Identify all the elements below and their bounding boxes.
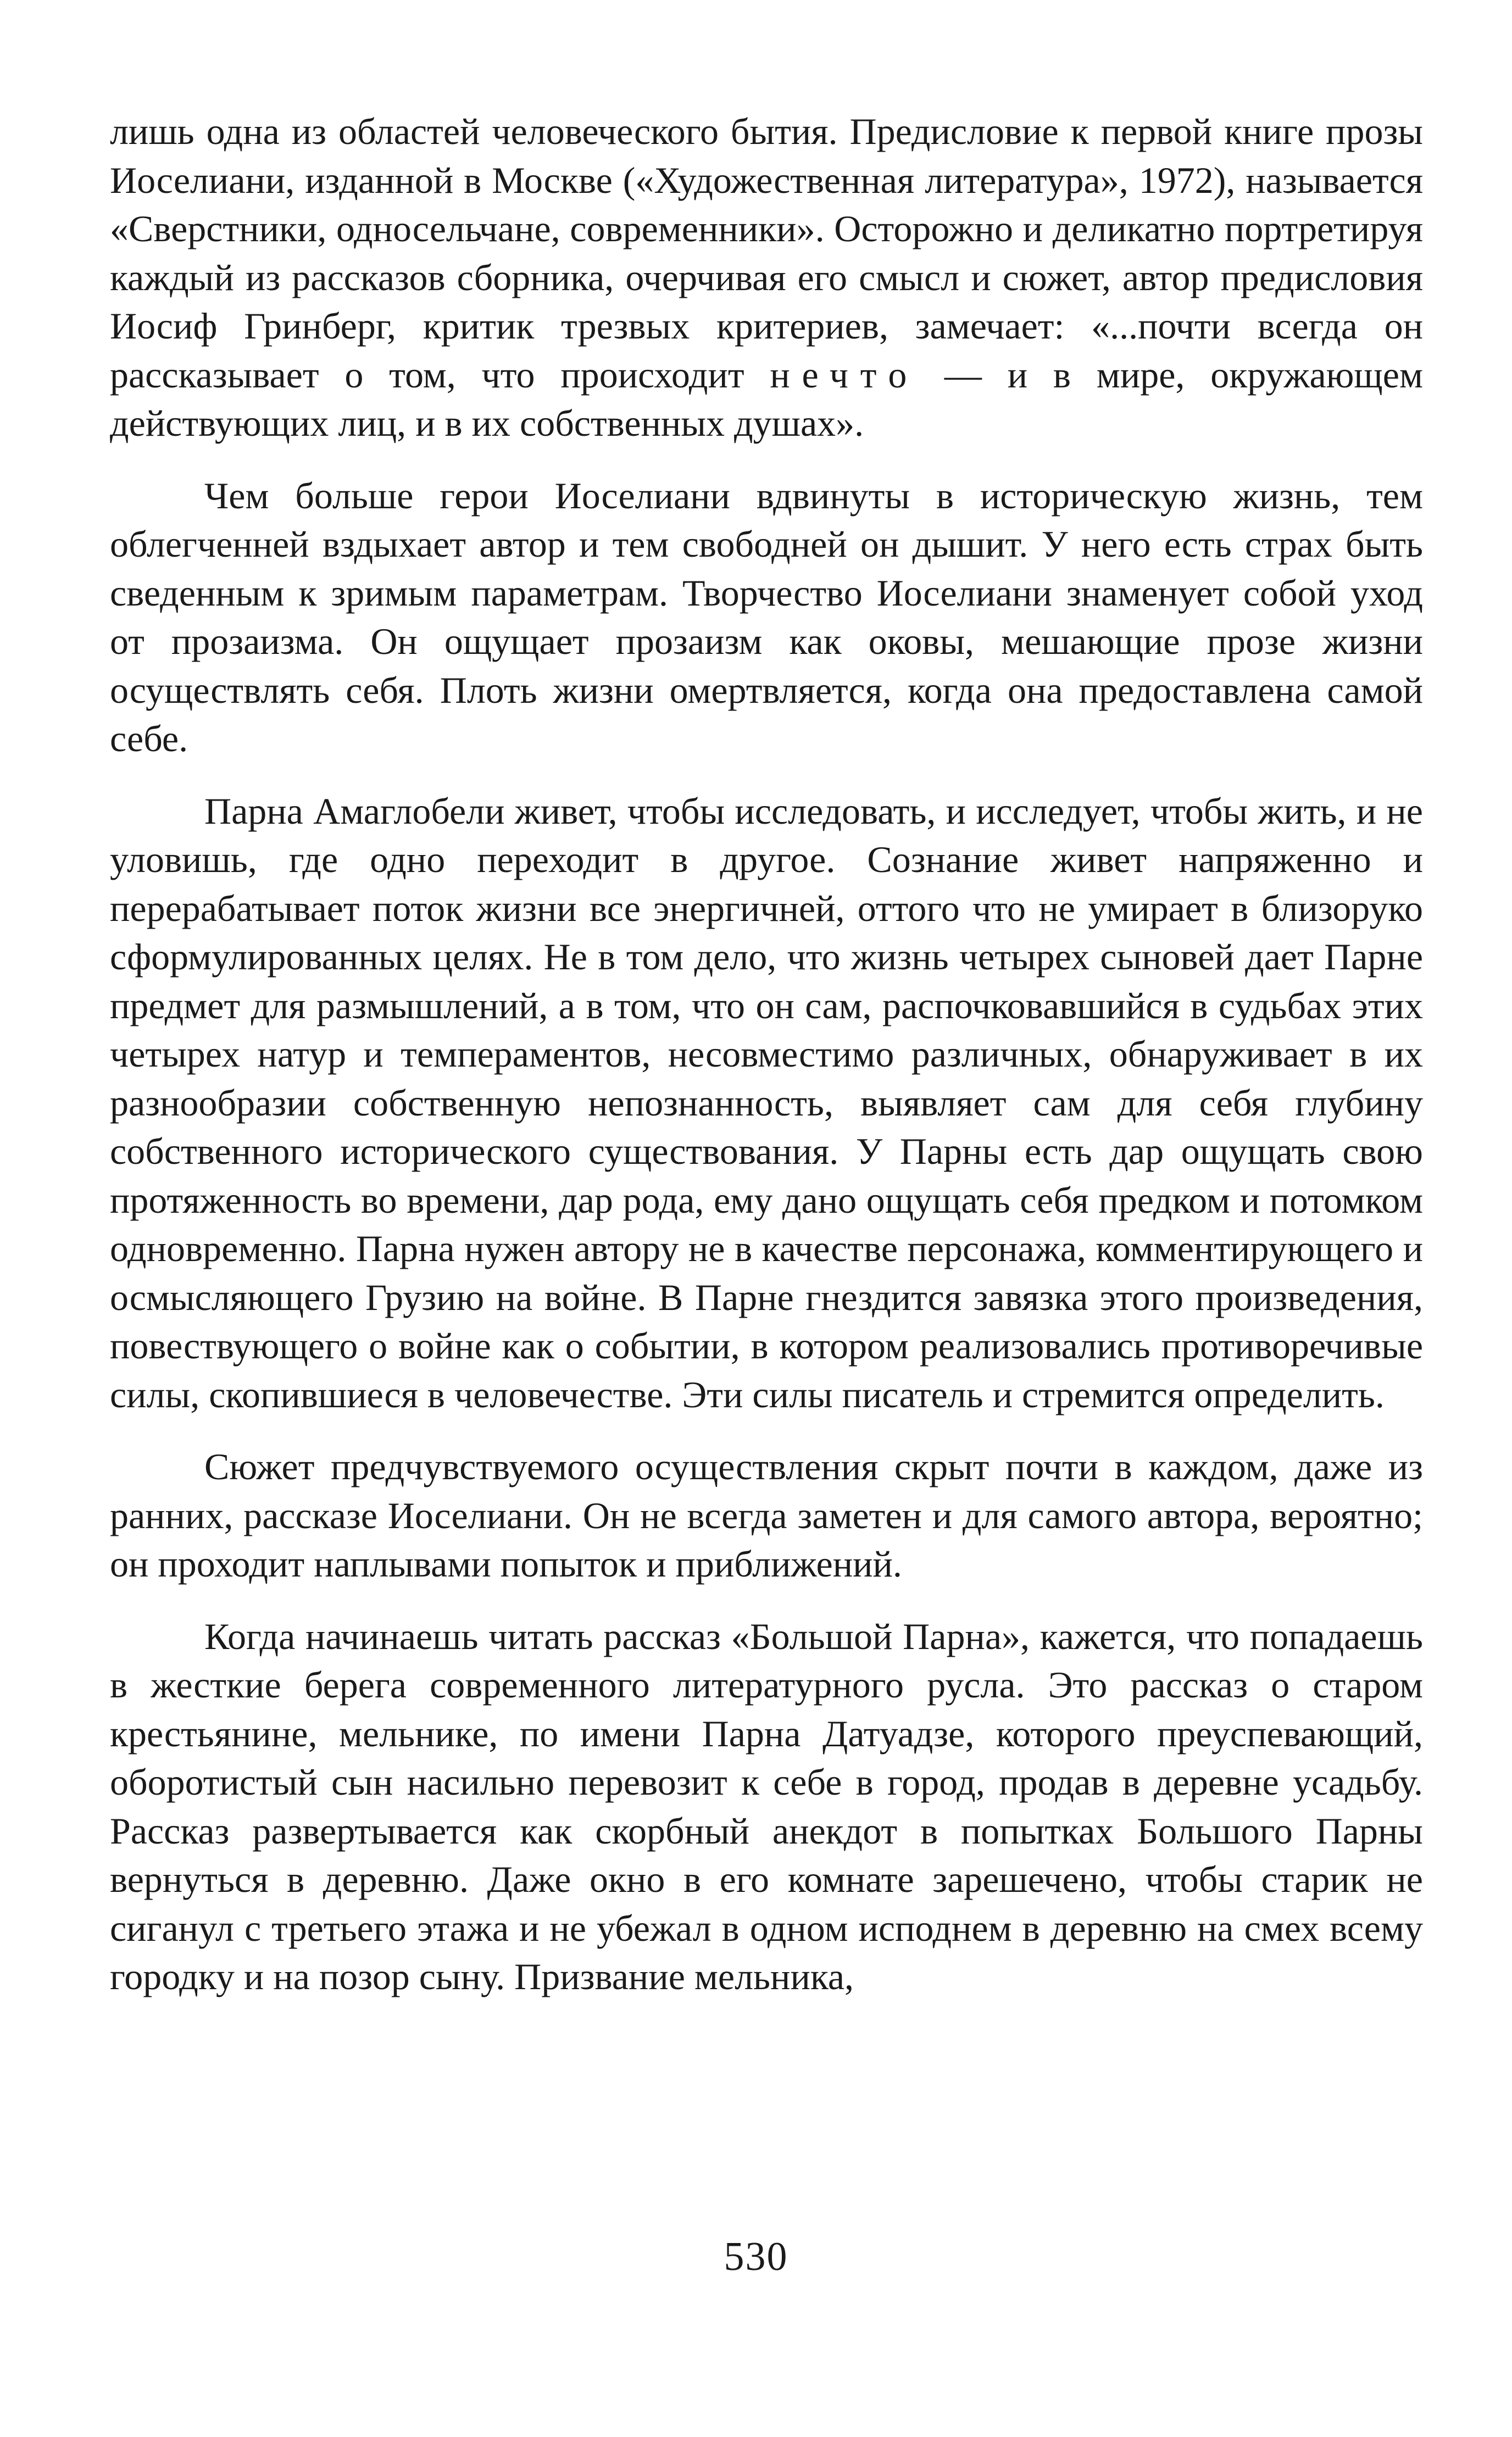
paragraph-2: Чем больше герои Иоселиани вдвинуты в историческую жизнь, тем облегченней вздыхает автор и тем свободней он дышит. У него есть страх быть сведенным к зримым параметрам. Творчество Иоселиани знаменует собой уход от прозаизма. Он ощущает прозаизм как оковы, мешающие прозе жизни осуществлять себя. Плоть жизни омертвляется, когда она предоставлена самой себе. <box>110 474 1423 759</box>
paragraph-1-text-end: — и в мире, окружающем действующих лиц, и в их собственных душах». <box>110 353 1423 444</box>
paragraph-1 <box>110 107 1423 448</box>
page-body <box>110 107 1423 2025</box>
paragraph-4: Сюжет предчувствуемого осуществления скрыт почти в каждом, даже из ранних, рассказе Иоселиани. Он не всегда заметен и для самого автора, вероятно; он проходит наплывами попыток и приближений. <box>110 1446 1423 1585</box>
body-text <box>110 107 1423 2001</box>
paragraph-1-text: лишь одна из областей человеческого бытия. Предисловие к первой книге прозы Иоселиани, изданной в Москве («Художественная литература», 1972), называется «Сверстники, односельчане, современники». Осторожно и деликатно портретируя каждый из рассказов сборника, очерчивая его смысл и сюжет, автор предисловия Иосиф Гринберг, критик трезвых критериев, замечает: «...почти всегда он рассказывает о том, что происходит <box>110 110 1423 396</box>
page-number: 530 <box>724 2234 788 2279</box>
paragraph-5: Когда начинаешь читать рассказ «Большой Парна», кажется, что попадаешь в жесткие берега современного литературного русла. Это рассказ о старом крестьянине, мельнике, по имени Парна Датуадзе, которого преуспевающий, оборотистый сын насильно перевозит к себе в город, продав в деревне усадьбу. Рассказ развертывается как скорбный анекдот в попытках Большого Парны вернуться в деревню. Даже окно в его комнате зарешечено, чтобы старик не сиганул с третьего этажа и не убежал в одном исподнем в деревню на смех всему городку и на позор сыну. Призвание мельника, <box>110 1615 1423 1997</box>
paragraph-3: Парна Амаглобели живет, чтобы исследовать, и исследует, чтобы жить, и не уловишь, где одно переходит в другое. Сознание живет напряженно и перерабатывает поток жизни все энергичней, оттого что не умирает в близоруко сформулированных целях. Не в том дело, что жизнь четырех сыновей дает Парне предмет для размышлений, а в том, что он сам, распочковавшийся в судьбах этих четырех натур и темпераментов, несовместимо различных, обнаруживает в их разнообразии собственную непознанность, выявляет сам для себя глубину собственного исторического существования. У Парны есть дар ощущать свою протяженность во времени, дар рода, ему дано ощущать себя предком и потомком одновременно. Парна нужен автору не в качестве персонажа, комментирующего и осмысляющего Грузию на войне. В Парне гнездится завязка этого произведения, повествующего о войне как о событии, в котором реализовались противоречивые силы, скопившиеся в человечестве. Эти силы писатель и стремится определить. <box>110 790 1423 1415</box>
emphasized-word: нечто <box>770 353 919 396</box>
